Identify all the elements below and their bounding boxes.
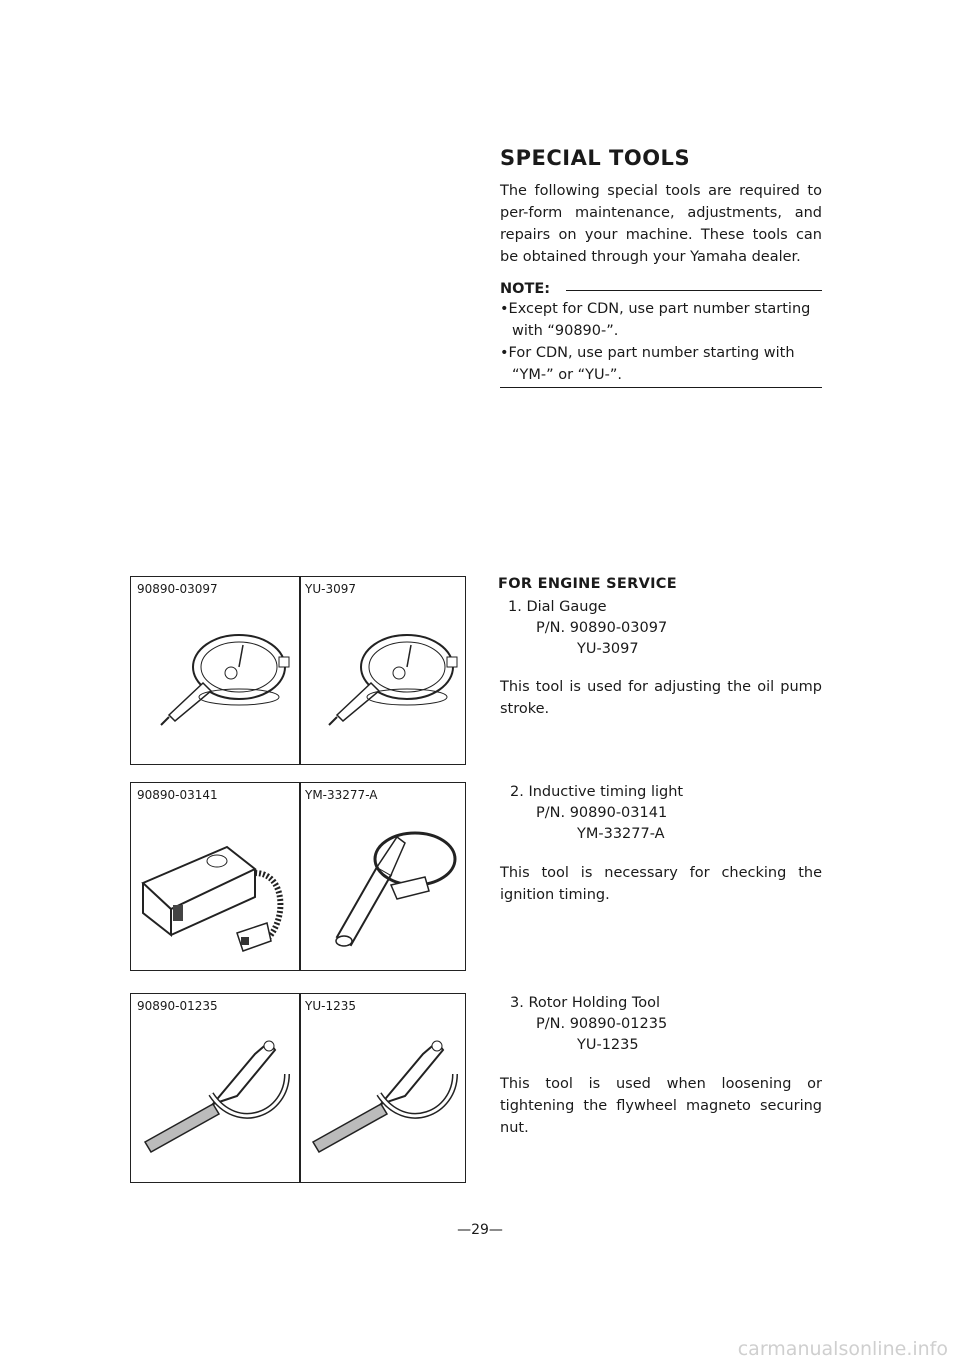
dial-gauge-illustration-left xyxy=(151,617,291,737)
section-title: FOR ENGINE SERVICE xyxy=(498,576,677,592)
figure-divider xyxy=(299,994,301,1182)
tool-2-desc: This tool is necessary for checking the ignition timing. xyxy=(500,865,822,903)
figure-divider xyxy=(299,577,301,764)
tool-2-figure xyxy=(130,782,466,971)
dial-gauge-illustration-right xyxy=(319,617,459,737)
intro-paragraph: The following special tools are required to per-form maintenance, adjustments, and repairs on your machine. These tools can be obtained through your Yamaha dealer. xyxy=(500,183,822,265)
note-bullet-1-line-2: with “90890-”. xyxy=(512,323,619,339)
tool-3-alt: YU-1235 xyxy=(577,1037,639,1053)
timing-light-illustration-right xyxy=(307,807,463,963)
rotor-holding-tool-illustration-left xyxy=(137,1024,297,1174)
tool-2-name: 2. Inductive timing light xyxy=(510,784,684,800)
tool-2-code-right: YM-33277-A xyxy=(305,788,378,802)
note-rule xyxy=(566,290,822,291)
note-label: NOTE: xyxy=(500,281,551,297)
page-title: SPECIAL TOOLS xyxy=(500,146,691,170)
tool-1-code-right: YU-3097 xyxy=(305,582,356,596)
tool-3-pn: P/N. 90890-01235 xyxy=(536,1016,668,1032)
note-bullet-2 xyxy=(500,342,822,386)
tool-1-figure xyxy=(130,576,466,765)
tool-3-name: 3. Rotor Holding Tool xyxy=(510,995,661,1011)
note-bullet-1-line-1: •Except for CDN, use part number starting xyxy=(500,301,811,317)
rotor-holding-tool-illustration-right xyxy=(305,1024,465,1174)
tool-1-alt: YU-3097 xyxy=(577,641,639,657)
tool-1-name: 1. Dial Gauge xyxy=(508,599,607,615)
page-number: —29— xyxy=(457,1222,503,1238)
tool-1-code-left: 90890-03097 xyxy=(137,582,218,596)
note-bullet-2-line-1: •For CDN, use part number starting with xyxy=(500,345,795,361)
tool-1-pn: P/N. 90890-03097 xyxy=(536,620,668,636)
tool-2-alt: YM-33277-A xyxy=(577,826,665,842)
note-bullet-1 xyxy=(500,298,822,342)
tool-2-pn: P/N. 90890-03141 xyxy=(536,805,668,821)
tool-1-desc: This tool is used for adjusting the oil pump stroke. xyxy=(500,679,822,717)
figure-divider xyxy=(299,783,301,970)
tool-3-code-left: 90890-01235 xyxy=(137,999,218,1013)
timing-light-illustration-left xyxy=(137,813,297,963)
tool-2-code-left: 90890-03141 xyxy=(137,788,218,802)
note-end-rule xyxy=(500,387,822,388)
tool-3-figure xyxy=(130,993,466,1183)
tool-3-desc: This tool is used when loosening or tightening the flywheel magneto securing nut. xyxy=(500,1076,822,1136)
note-bullet-2-line-2: “YM-” or “YU-”. xyxy=(512,367,623,383)
tool-3-code-right: YU-1235 xyxy=(305,999,356,1013)
watermark: carmanualsonline.info xyxy=(737,1338,948,1360)
